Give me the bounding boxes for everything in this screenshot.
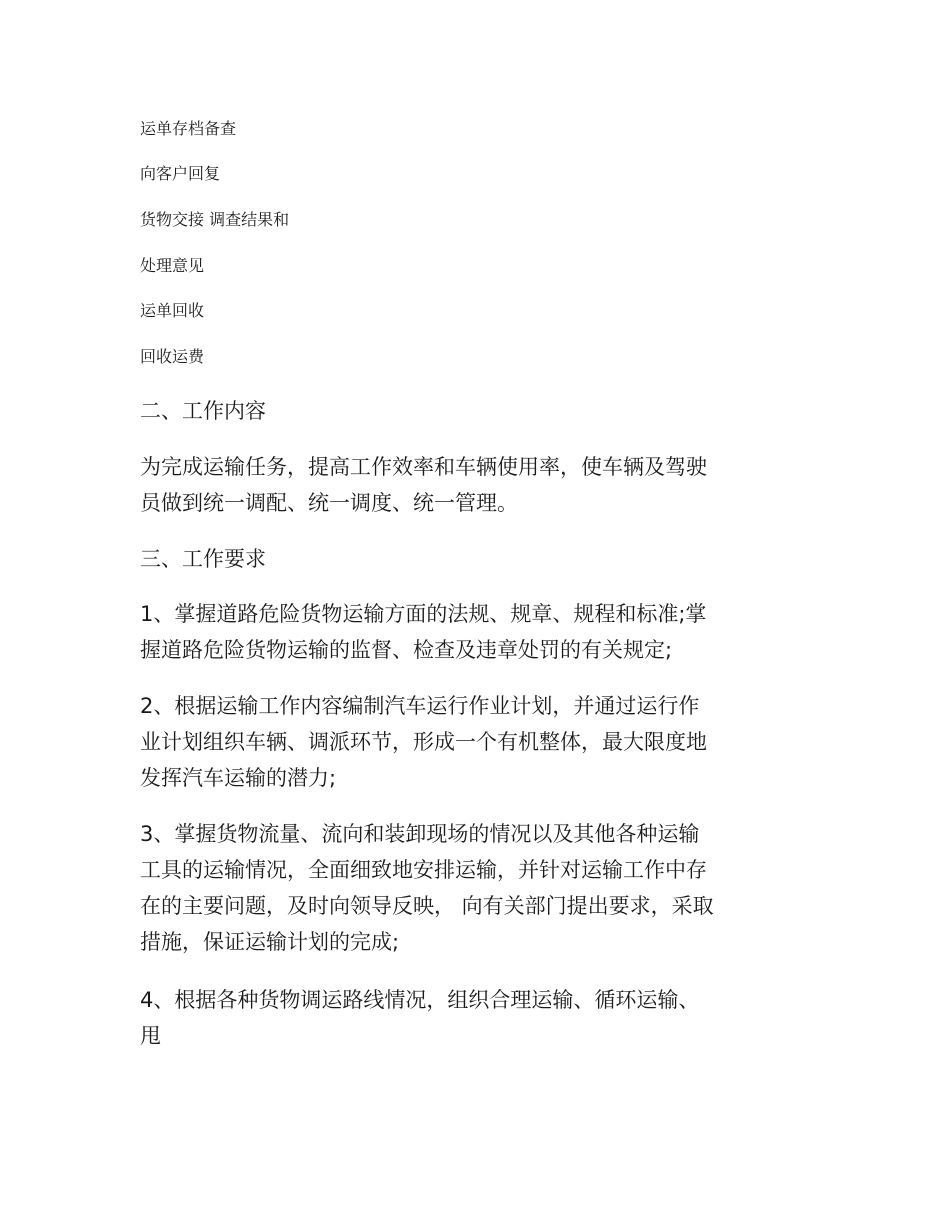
paragraph-line: 发挥汽车运输的潜力; [140, 766, 337, 790]
paragraph-line: 员做到统一调配、统一调度、统一管理。 [140, 491, 518, 515]
section-heading-work-content: 二、工作内容 [140, 399, 266, 423]
list-item-archive: 运单存档备查 [140, 119, 237, 138]
paragraph-line: 工具的运输情况，全面细致地安排运输，并针对运输工作中存 [140, 858, 707, 882]
list-item-handling-opinion: 处理意见 [140, 256, 205, 275]
paragraph-line: 业计划组织车辆、调派环节，形成一个有机整体，最大限度地 [140, 730, 707, 754]
paragraph-work-content [140, 449, 820, 521]
requirement-item-4 [140, 982, 820, 1054]
paragraph-line: 为完成运输任务，提高工作效率和车辆使用率，使车辆及驾驶 [140, 455, 707, 479]
requirement-item-3 [140, 816, 820, 960]
paragraph-line: 握道路危险货物运输的监督、检查及违章处罚的有关规定; [140, 638, 673, 662]
section-heading-work-requirements: 三、工作要求 [140, 547, 266, 571]
paragraph-line: 1、掌握道路危险货物运输方面的法规、规章、规程和标准;掌 [140, 602, 707, 626]
requirement-item-2 [140, 688, 820, 796]
list-item-reply-customer: 向客户回复 [140, 164, 221, 183]
paragraph-line: 甩 [140, 1024, 161, 1048]
paragraph-line: 4、根据各种货物调运路线情况，组织合理运输、循环运输、 [140, 988, 700, 1012]
list-item-cargo-handover: 货物交接 调查结果和 [140, 210, 290, 229]
paragraph-line: 2、根据运输工作内容编制汽车运行作业计划，并通过运行作 [140, 694, 700, 718]
paragraph-line: 3、掌握货物流量、流向和装卸现场的情况以及其他各种运输 [140, 822, 700, 846]
requirement-item-1 [140, 596, 820, 668]
list-item-freight-collection: 回收运费 [140, 347, 205, 366]
list-item-waybill-return: 运单回收 [140, 301, 205, 320]
paragraph-line: 措施，保证运输计划的完成; [140, 930, 400, 954]
paragraph-line: 在的主要问题，及时向领导反映， 向有关部门提出要求，采取 [140, 894, 714, 918]
